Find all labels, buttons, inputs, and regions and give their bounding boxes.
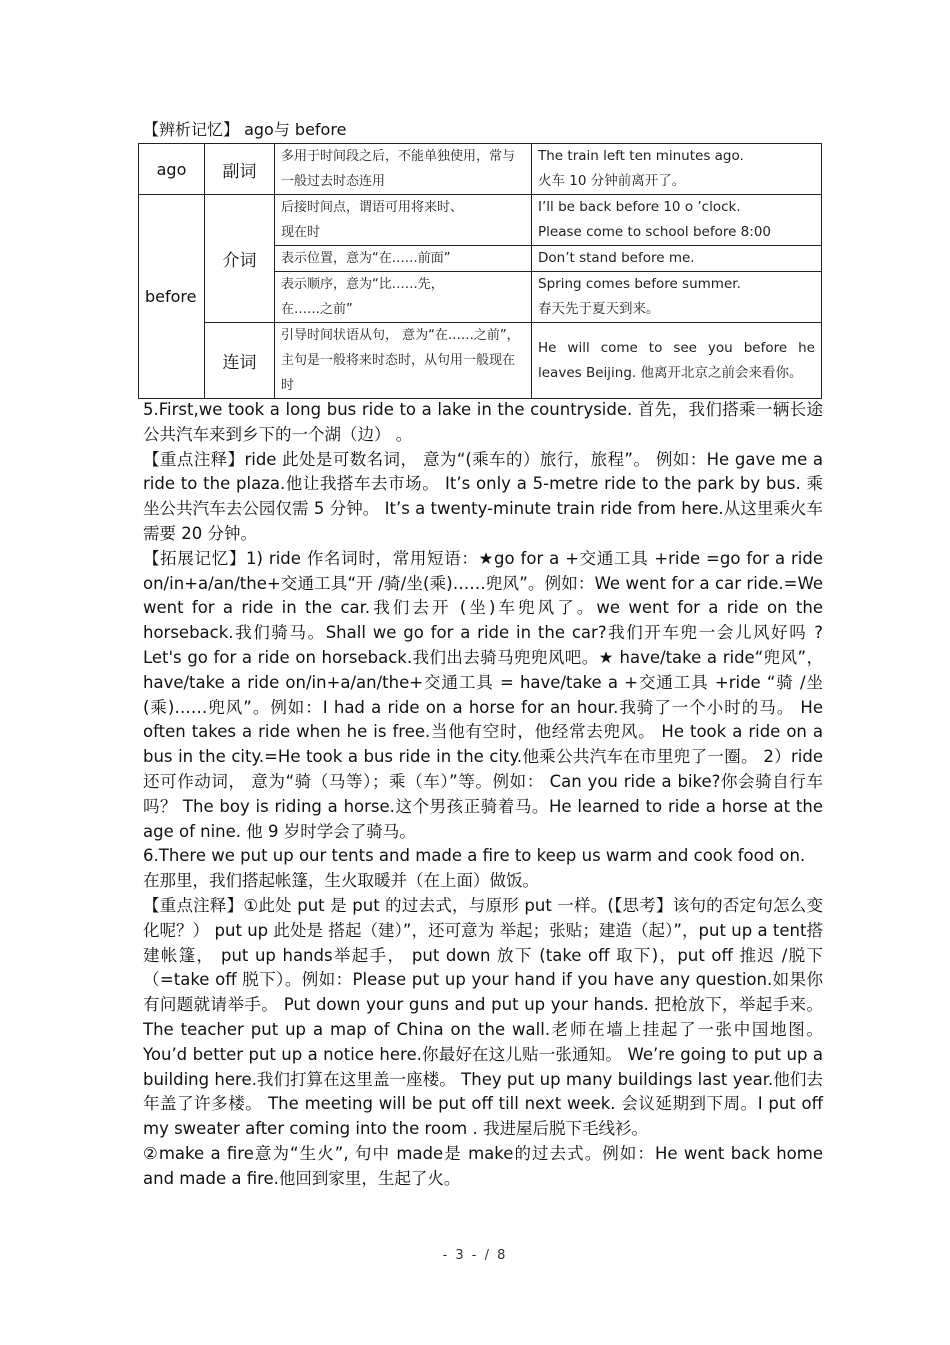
ago-before-comparison-table [138, 143, 822, 399]
table-row [139, 195, 822, 246]
pos-conjunction: 连词 [205, 323, 275, 399]
section-heading: 【辨析记忆】 ago与 before [143, 120, 347, 139]
pos-adverb: 副词 [205, 144, 275, 195]
example-cell: He will come to see you before he leaves Beijing. 他离开北京之前会来看你。 [532, 323, 822, 399]
usage-cell: 多用于时间段之后，不能单独使用，常与一般过去时态连用 [275, 144, 532, 195]
key-note-ride: 【重点注释】ride 此处是可数名词， 意为“(乘车的）旅行，旅程”。 例如：He gave me a ride to the plaza.他让我搭车去市场。 It’s only a 5-metre ride to the park by bus. 乘坐公共汽车去公园仅需 5 分钟。 It’s a twenty-minute train ride from here.从这里乘火车需要 20 分钟。 [143, 449, 823, 543]
extended-note-ride: 【拓展记忆】1) ride 作名词时，常用短语：★go for a +交通工具 +ride =go for a ride on/in+a/an/the+交通工具“开 /骑/坐(乘)……兜风”。例如：We went for a car ride.=We went for a ride in the car.我们去开 (坐)车兜风了。we went for a ride on the horseback.我们骑马。Shall we go for a ride in the car?我们开车兜一会儿风好吗 ? Let's go for a ride on horseback.我们出去骑马兜兜风吧。★ have/take a ride“兜风”， have/take a ride on/in+a/an/the+交通工具 = have/take a +交通工具 +ride “骑 /坐(乘)……兜风”。例如：I had a ride on a horse for an hour.我骑了一个小时的马。 He often takes a ride when he is free.当他有空时，他经常去兜风。 He took a ride on a bus in the city.=He took a bus ride in the city.他乘公共汽车在市里兜了一圈。 2）ride 还可作动词， 意为“骑（马等）；乘（车）”等。例如： Can you ride a bike?你会骑自行车吗？ The boy is riding a horse.这个男孩正骑着马。He learned to ride a horse at the age of nine. 他 9 岁时学会了骑马。 [143, 548, 823, 841]
pos-preposition: 介词 [205, 195, 275, 323]
key-note-make-a-fire: ②make a fire意为“生火”, 句中 made是 make的过去式。例如：He went back home and made a fire.他回到家里，生起了火。 [143, 1143, 823, 1188]
word-before: before [139, 195, 205, 399]
example-cell: The train left ten minutes ago. 火车 10 分钟前离开了。 [532, 144, 822, 195]
usage-cell: 表示顺序，意为“比……先， 在……之前” [275, 272, 532, 323]
page-number: - 3 - / 8 [442, 1248, 508, 1263]
usage-cell: 表示位置，意为“在……前面” [275, 246, 532, 272]
example-cell: I’ll be back before 10 o ’clock. Please come to school before 8:00 [532, 195, 822, 246]
usage-cell: 后接时间点，谓语可用将来时、 现在时 [275, 195, 532, 246]
sentence-6: 6.There we put up our tents and made a fire to keep us warm and cook food on. 在那里，我们搭起帐篷，生火取暖并（在上面）做饭。 [143, 846, 806, 891]
notes-body [143, 398, 823, 1192]
word-ago: ago [139, 144, 205, 195]
key-note-put-up: 【重点注释】①此处 put 是 put 的过去式，与原形 put 一样。(【思考】该句的否定句怎么变化呢？） put up 此处是 搭起（建）”，还可意为 举起；张贴；建造（起）”，put up a tent搭建帐篷， put up hands举起手， put down 放下 (take off 取下)，put off 推迟 /脱下（=take off 脱下）。例如：Please put up your hand if you have any question.如果你有问题就请举手。 Put down your guns and put up your hands. 把枪放下，举起手来。 The teacher put up a map of China on the wall.老师在墙上挂起了一张中国地图。 You’d better put up a notice here.你最好在这儿贴一张通知。 We’re going to put up a building here.我们打算在这里盖一座楼。 They put up many buildings last year.他们去年盖了许多楼。 The meeting will be put off till next week. 会议延期到下周。I put off my sweater after coming into the room . 我进屋后脱下毛线衫。 [143, 895, 823, 1139]
table-row [139, 144, 822, 195]
usage-cell: 引导时间状语从句， 意为“在……之前”，主句是一般将来时态时，从句用一般现在时 [275, 323, 532, 399]
table-row [139, 323, 822, 399]
sentence-5: 5.First,we took a long bus ride to a lake in the countryside. 首先，我们搭乘一辆长途公共汽车来到乡下的一个湖（边） 。 [143, 400, 823, 444]
example-cell: Spring comes before summer. 春天先于夏天到来。 [532, 272, 822, 323]
example-cell: Don’t stand before me. [532, 246, 822, 272]
